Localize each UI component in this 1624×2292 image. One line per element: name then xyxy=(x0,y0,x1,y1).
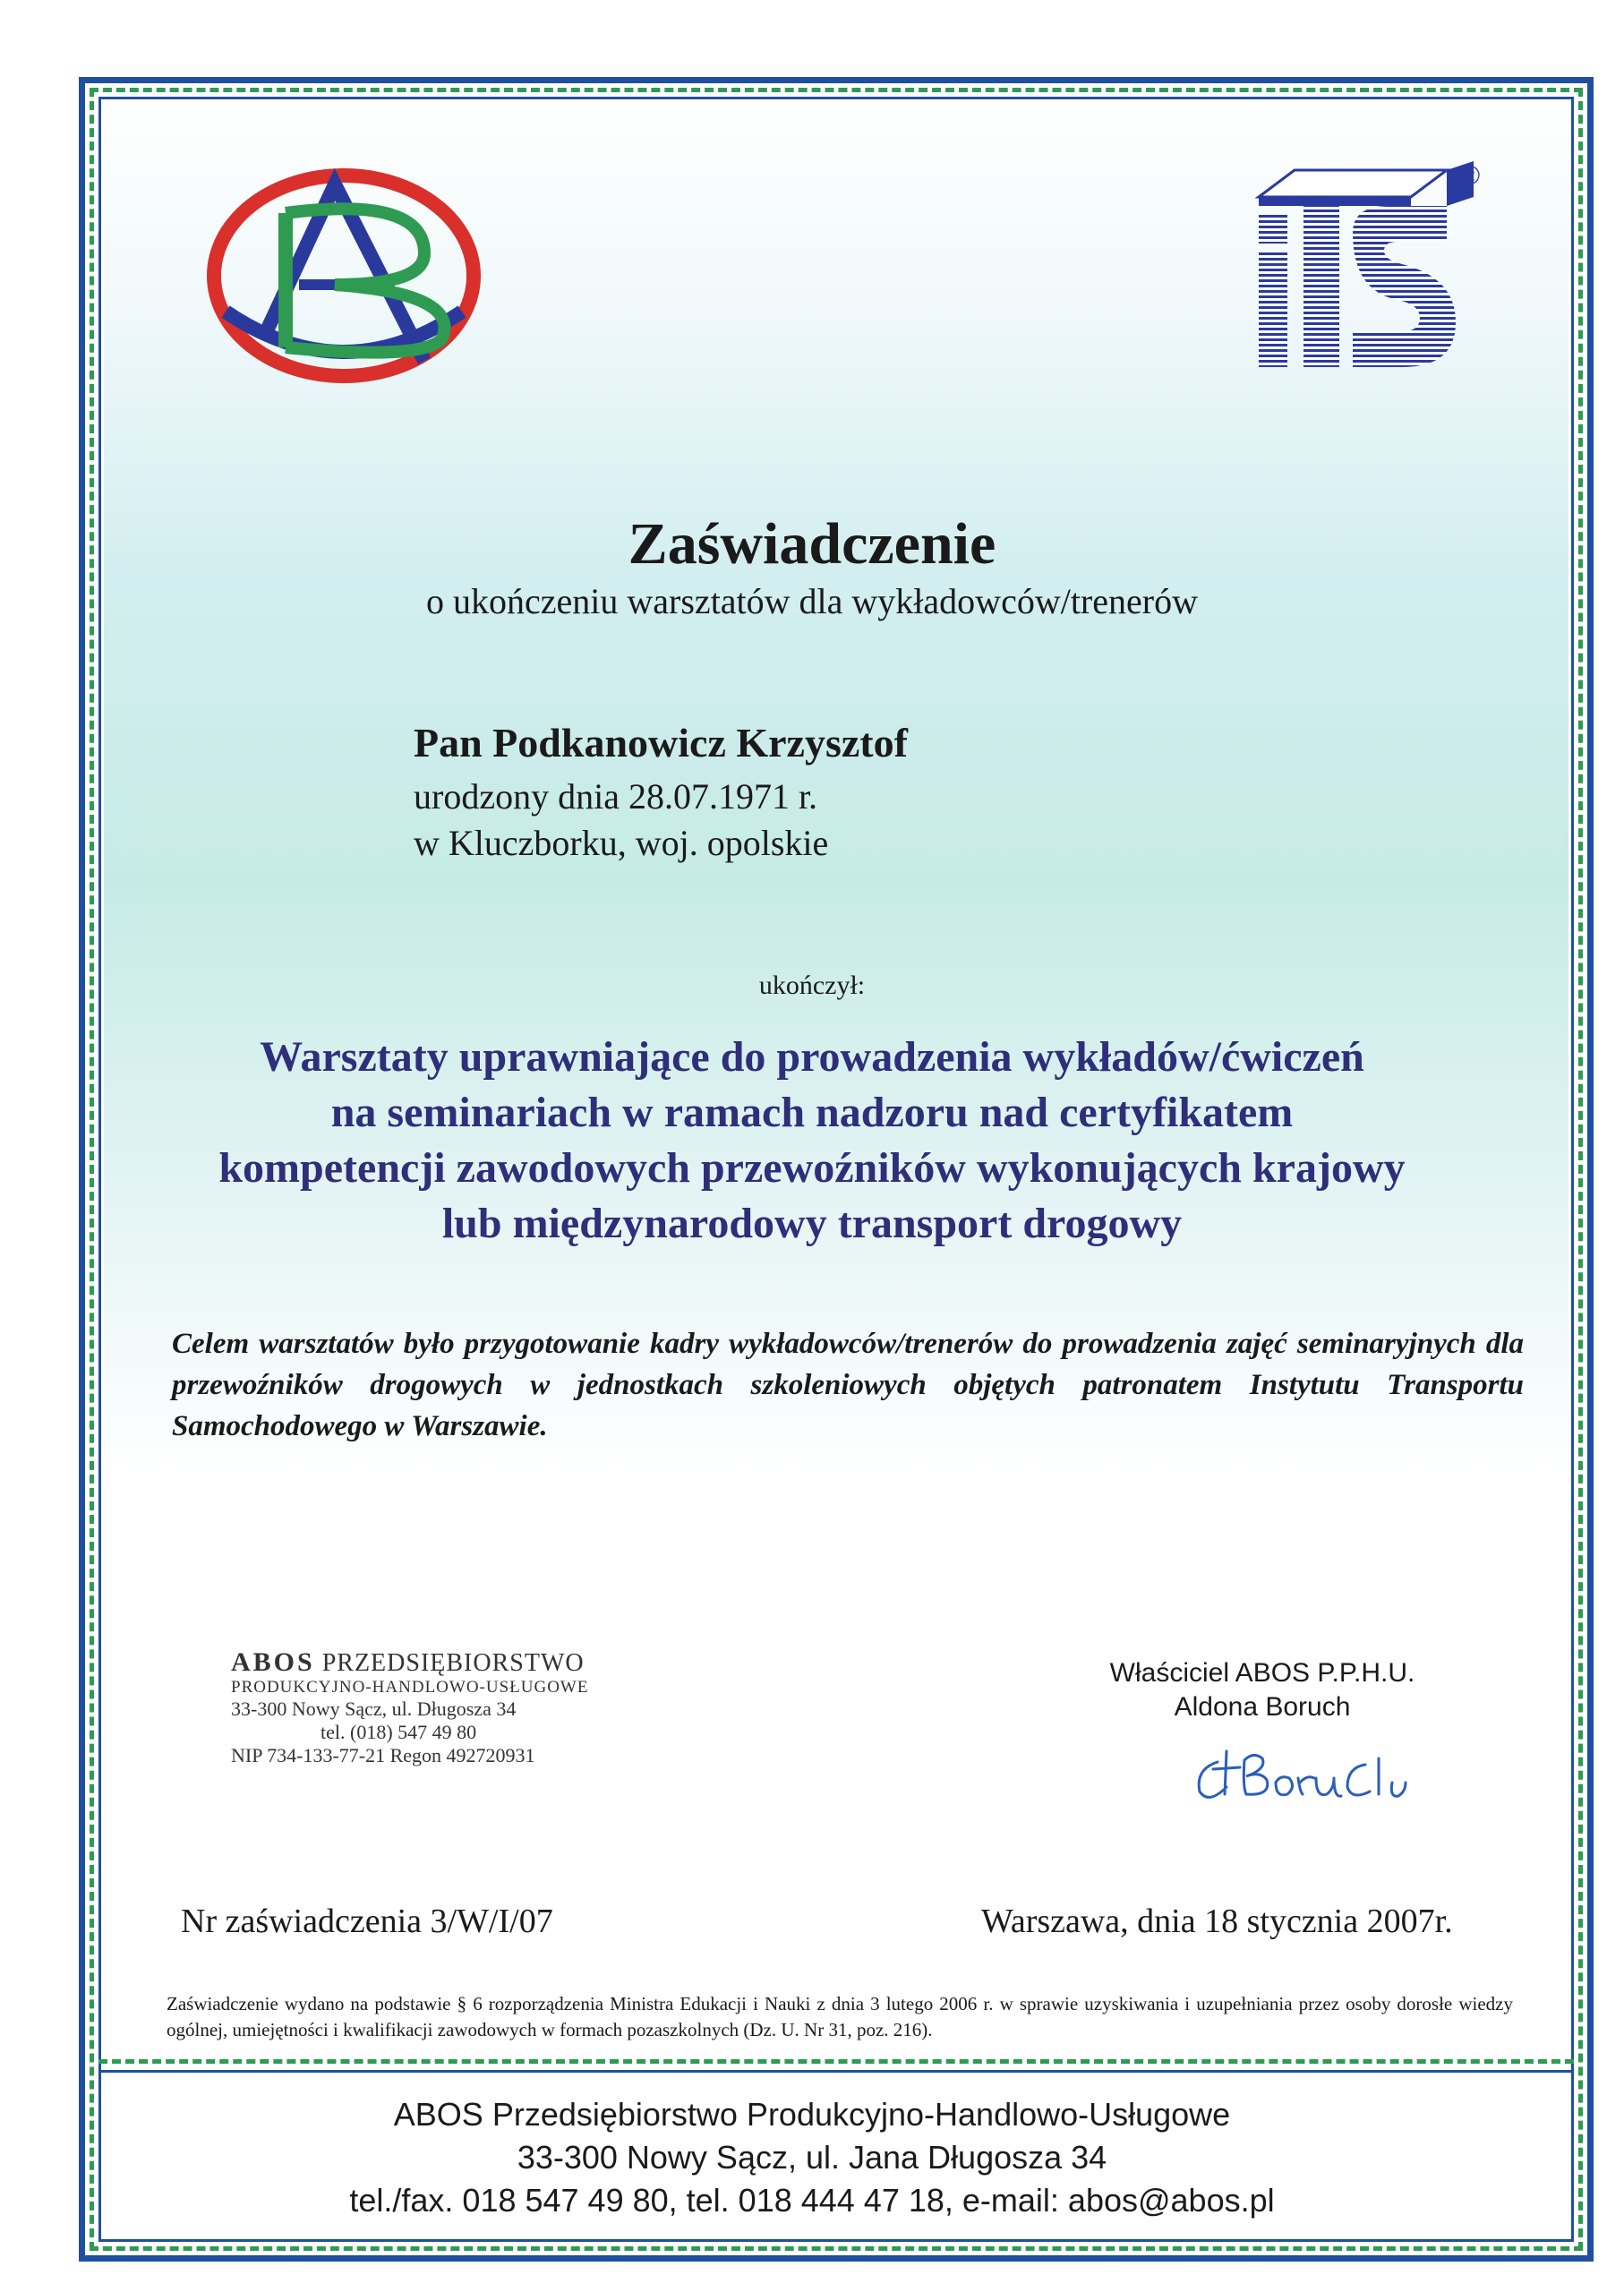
certificate-subtitle: o ukończeniu warsztatów dla wykładowców/trenerów xyxy=(426,581,1198,621)
recipient-birth-date: urodzony dnia 28.07.1971 r. xyxy=(414,776,818,817)
course-line: kompetencji zawodowych przewoźników wykonujących krajowy xyxy=(218,1144,1406,1192)
certificate-title: Zaświadczenie xyxy=(628,511,996,577)
course-title xyxy=(125,1030,1499,1252)
footer-company-info xyxy=(0,2093,1624,2222)
its-logo-icon xyxy=(1241,161,1509,398)
footer-address: 33-300 Nowy Sącz, ul. Jana Długosza 34 xyxy=(517,2139,1107,2176)
registered-mark: ® xyxy=(1460,161,1481,191)
footer-contact: tel./fax. 018 547 49 80, tel. 018 444 47 18, e-mail: abos@abos.pl xyxy=(349,2182,1275,2219)
owner-name: Aldona Boruch xyxy=(1174,1692,1351,1722)
company-stamp xyxy=(231,1647,588,1767)
place-and-date: Warszawa, dnia 18 stycznia 2007r. xyxy=(981,1903,1453,1940)
stamp-company-kind: PRODUKCYJNO-HANDLOWO-USŁUGOWE xyxy=(231,1678,589,1697)
owner-block xyxy=(1065,1656,1459,1724)
certificate-number: Nr zaświadczenia 3/W/I/07 xyxy=(181,1903,553,1940)
stamp-phone: tel. (018) 547 49 80 xyxy=(321,1721,477,1743)
owner-title: Właściciel ABOS P.P.H.U. xyxy=(1109,1658,1415,1688)
course-line: na seminariach w ramach nadzoru nad certyfikatem xyxy=(330,1089,1294,1136)
stamp-nip-regon: NIP 734-133-77-21 Regon 492720931 xyxy=(231,1744,535,1766)
course-purpose: Celem warsztatów było przygotowanie kadry wykładowców/trenerów do prowadzenia zajęć seminaryjnych dla przewoźników drogowych w jednostkach szkoleniowych objętych patronatem Instytutu Transportu Samochodowego w Warszawie. xyxy=(172,1328,1524,1442)
course-line: Warsztaty uprawniające do prowadzenia wykładów/ćwiczeń xyxy=(260,1033,1364,1081)
stamp-company-short: ABOS xyxy=(231,1647,315,1677)
course-line: lub międzynarodowy transport drogowy xyxy=(441,1200,1183,1247)
stamp-address: 33-300 Nowy Sącz, ul. Długosza 34 xyxy=(231,1698,517,1720)
footer-company-name: ABOS Przedsiębiorstwo Produkcyjno-Handlowo-Usługowe xyxy=(393,2096,1231,2133)
recipient-birth-place: w Kluczborku, woj. opolskie xyxy=(414,823,829,863)
handwritten-signature xyxy=(1191,1742,1423,1818)
legal-basis-note: Zaświadczenie wydano na podstawie § 6 rozporządzenia Ministra Edukacji i Nauki z dnia 3 lutego 2006 r. w sprawie uzyskiwania i uzupełniania przez osoby dorosłe wiedzy ogólnej, umiejętności i kwalifikacji zawodowych w formach pozaszkolnych (Dz. U. Nr 31, poz. 216). xyxy=(167,1993,1513,2040)
footer-separator-dashed xyxy=(98,2059,1574,2064)
recipient-name: Pan Podkanowicz Krzysztof xyxy=(414,720,908,765)
footer-separator-line xyxy=(98,2070,1574,2073)
stamp-company-type: PRZEDSIĘBIORSTWO xyxy=(321,1649,585,1677)
completed-label: ukończył: xyxy=(758,971,866,1000)
abos-logo-icon xyxy=(201,159,487,397)
